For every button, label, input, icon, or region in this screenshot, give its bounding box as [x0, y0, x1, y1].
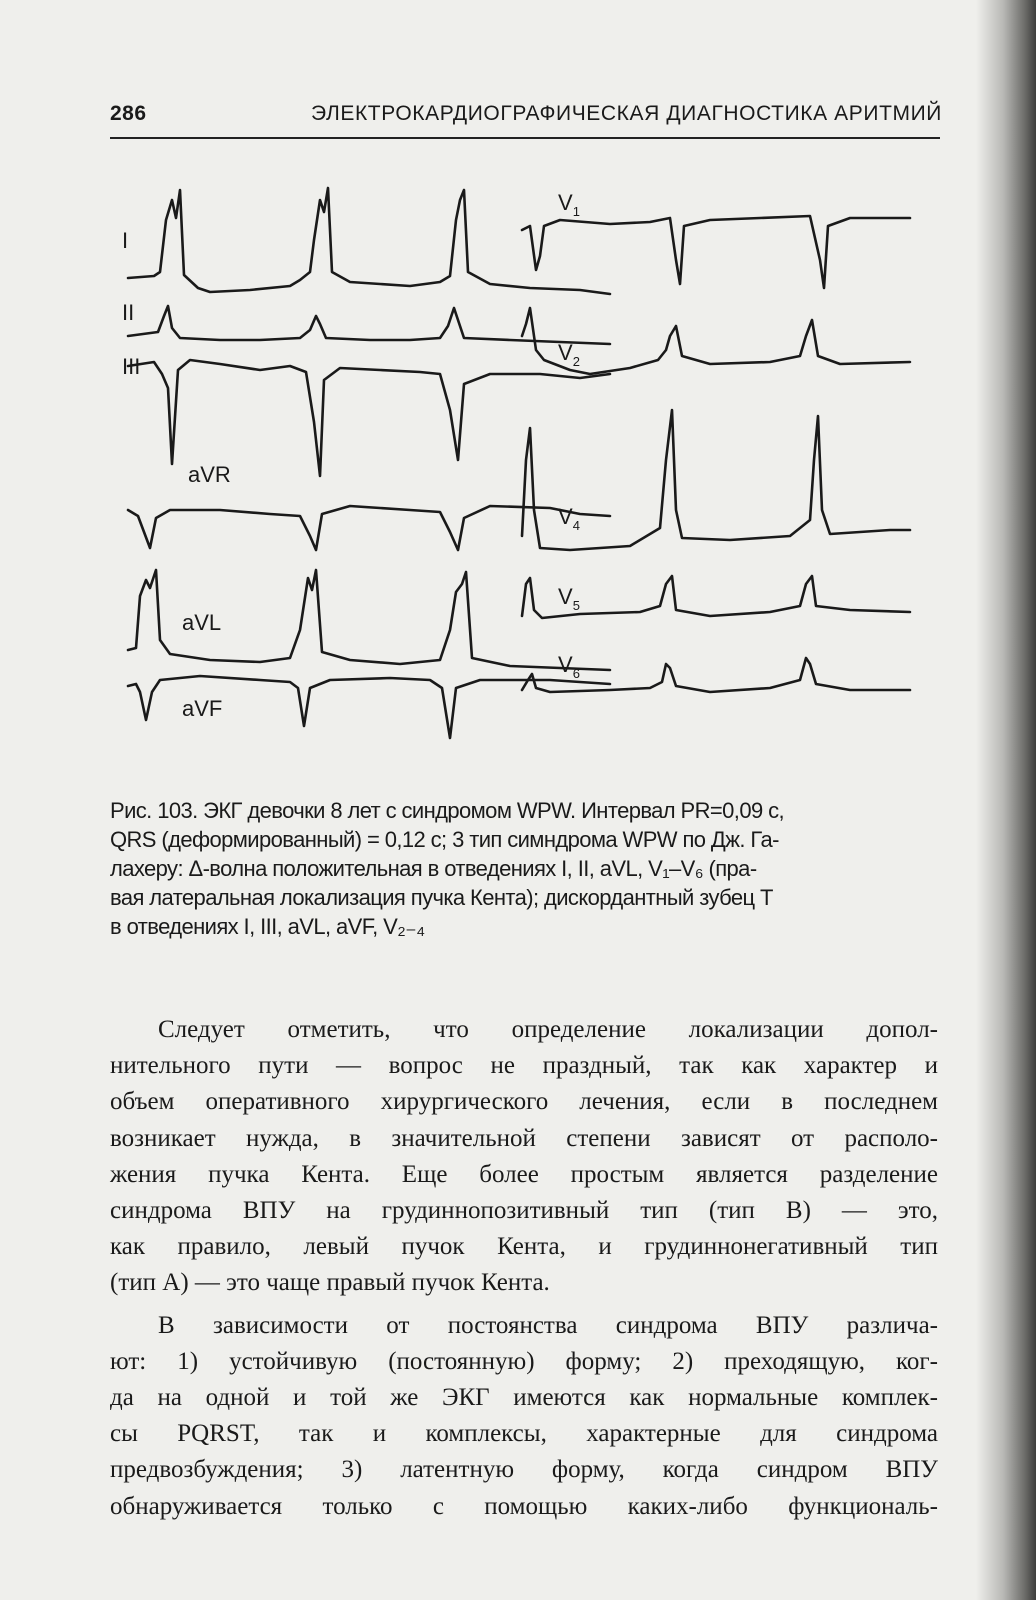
header-rule [110, 137, 940, 139]
text-line: В зависимости от постоянства синдрома ВПУ различа- [158, 1311, 938, 1339]
caption-line: QRS (деформированный) = 0,12 с; 3 тип симндрома WPW по Дж. Га- [110, 827, 779, 852]
lead-label-V2: $V_2$ [558, 340, 580, 369]
ecg-trace-I [128, 188, 610, 294]
figure-caption [110, 796, 940, 941]
lead-label-I: I [122, 228, 129, 253]
text-line: жения пучка Кента. Еще более простым является разделение [110, 1160, 938, 1188]
lead-label-aVF: aVF [182, 696, 223, 721]
lead-label-V6: $V_6$ [558, 652, 580, 681]
caption-line: Рис. 103. ЭКГ девочки 8 лет с синдромом WPW. Интервал PR=0,09 с, [110, 798, 785, 823]
lead-label-II: II [122, 300, 135, 325]
ecg-trace-V4 [522, 410, 910, 550]
body-text [110, 1012, 938, 1525]
ecg-trace-III [128, 360, 610, 476]
lead-label-III: III [122, 354, 141, 379]
text-line: (тип А) — это чаще правый пучок Кента. [110, 1269, 550, 1297]
text-line: сы PQRST, так и комплексы, характерные для синдрома [110, 1420, 938, 1448]
caption-line: лахеру: Δ-волна положительная в отведениях I, II, aVL, V₁–V₆ (пра- [110, 856, 757, 881]
ecg-trace-V5 [522, 576, 910, 618]
lead-label-aVR: aVR [188, 462, 231, 487]
paragraph-1 [110, 1012, 938, 1302]
text-line: предвозбуждения; 3) латентную форму, когда синдром ВПУ [110, 1456, 938, 1484]
text-line: нительного пути — вопрос не праздный, так как характер и [110, 1052, 938, 1080]
caption-line: в отведениях I, III, aVL, aVF, V₂₋₄ [110, 914, 425, 939]
ecg-trace-V6 [522, 658, 910, 692]
ecg-figure [110, 160, 930, 760]
text-line: ют: 1) устойчивую (постоянную) форму; 2) преходящую, ког- [110, 1347, 938, 1375]
lead-label-aVL: aVL [182, 610, 222, 635]
text-line: объем оперативного хирургического лечения, если в последнем [110, 1088, 938, 1116]
text-line: Следует отметить, что определение локализации допол- [158, 1016, 938, 1043]
text-line: да на одной и той же ЭКГ имеются как нормальные комплек- [110, 1384, 938, 1412]
paragraph-2 [110, 1308, 938, 1525]
lead-label-V1: $V_1$ [558, 190, 580, 219]
lead-label-V4: $V_4$ [558, 504, 580, 533]
running-title: ЭЛЕКТРОКАРДИОГРАФИЧЕСКАЯ ДИАГНОСТИКА АРИТМИЙ [310, 102, 942, 125]
lead-label-V5: $V_5$ [558, 584, 580, 613]
ecg-trace-V1 [522, 216, 910, 288]
ecg-trace-V2 [522, 308, 910, 374]
text-line: как правило, левый пучок Кента, и грудиннонегативный тип [110, 1233, 938, 1261]
book-spine-shadow [976, 0, 1036, 1600]
page-number: 286 [110, 102, 147, 125]
text-line: обнаруживается только с помощью каких-либо функциональ- [110, 1492, 938, 1520]
caption-line: вая латеральная локализация пучка Кента); дискордантный зубец Т [110, 885, 773, 910]
text-line: синдрома ВПУ на грудиннопозитивный тип (тип В) — это, [110, 1197, 938, 1225]
text-line: возникает нужда, в значительной степени зависят от располо- [110, 1124, 938, 1152]
ecg-trace-II [128, 306, 610, 344]
page-header [110, 98, 942, 134]
